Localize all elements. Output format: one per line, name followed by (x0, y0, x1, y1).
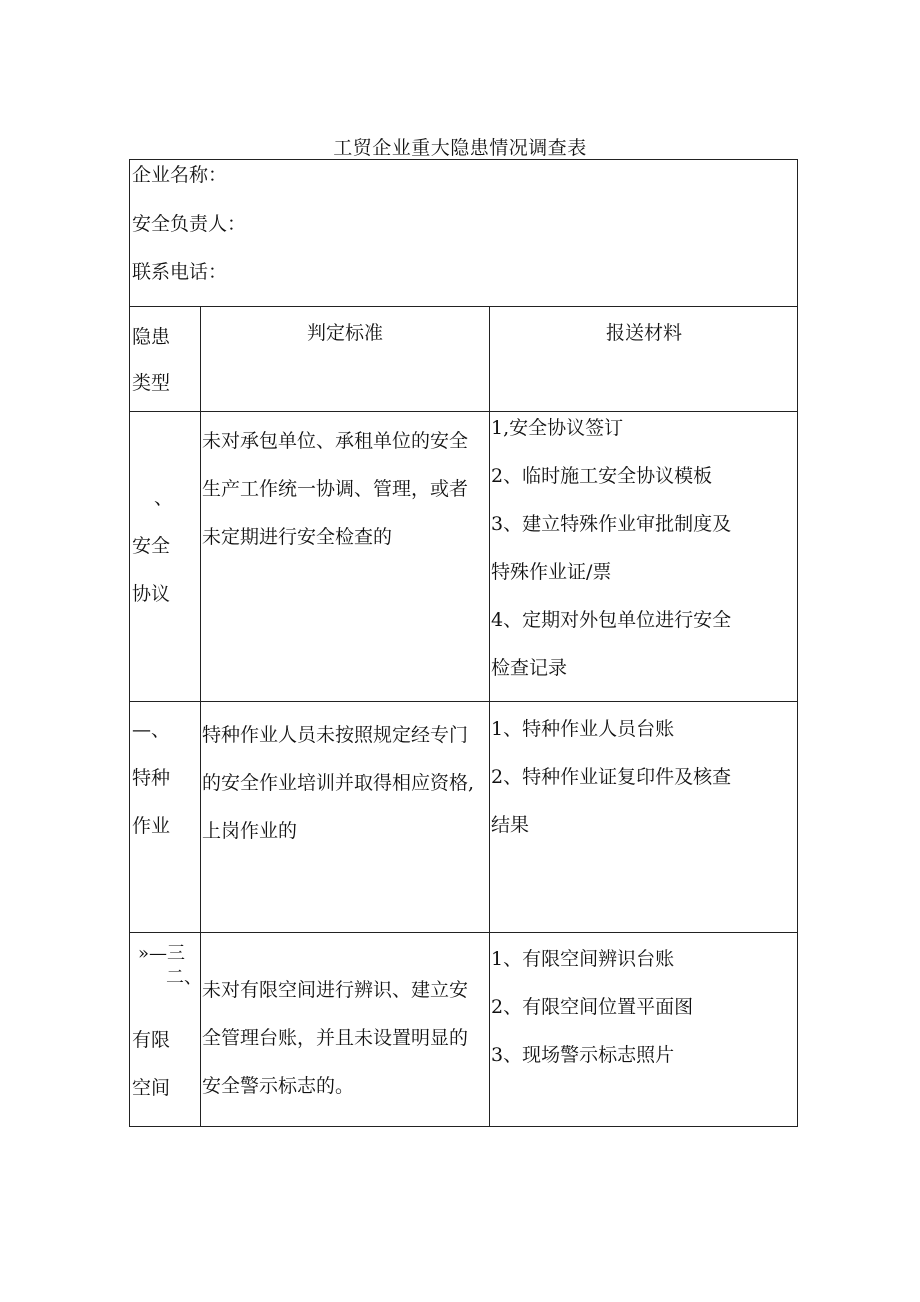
row2-type (132, 706, 170, 850)
row-divider (130, 932, 797, 933)
row2-criteria-line: 的安全作业培训并取得相应资格, (202, 772, 475, 794)
column-divider (200, 306, 201, 1126)
row3-material-item: 1、有限空间辨识台账 (491, 948, 675, 970)
row1-type-line: 协议 (132, 583, 171, 605)
row2-material-item: 结果 (491, 814, 530, 836)
row-divider (130, 701, 797, 702)
row1-type-line: 、 (154, 487, 174, 509)
row1-materials (491, 404, 796, 692)
row-divider (130, 306, 797, 307)
row1-criteria-line: 未对承包单位、承租单位的安全 (202, 430, 469, 452)
row1-type (132, 474, 173, 618)
row3-type-line: 二、 (166, 967, 202, 988)
row2-material-item: 1、特种作业人员台账 (491, 718, 675, 740)
phone-label: 联系电话： (132, 261, 228, 283)
row2-type-line: —、 (132, 719, 171, 741)
row2-criteria-line: 特种作业人员未按照规定经专门 (202, 724, 469, 746)
safety-head-label: 安全负责人： (132, 213, 247, 235)
row2-materials (491, 705, 796, 849)
row3-type-line: 有限 (132, 1029, 171, 1051)
row2-criteria-line: 上岗作业的 (202, 820, 298, 842)
row2-type-line: 特种 (132, 767, 171, 789)
row3-material-item: 2、有限空间位置平面图 (491, 996, 694, 1018)
row3-criteria-line: 全管理台账，并且未设置明显的 (202, 1027, 469, 1049)
row3-material-item: 3、现场警示标志照片 (491, 1044, 675, 1066)
row3-criteria-line: 安全警示标志的。 (202, 1075, 355, 1097)
row2-criteria (202, 711, 492, 855)
row1-criteria-line: 未定期进行安全检查的 (202, 526, 393, 548)
row3-type-line: 空间 (132, 1077, 171, 1099)
row1-criteria-line: 生产工作统一协调、管理，或者 (202, 478, 469, 500)
header-type-line2: 类型 (132, 372, 171, 394)
row3-criteria (202, 966, 492, 1110)
row3-type-line: »—三 (138, 943, 186, 964)
header-criteria: 判定标准 (306, 322, 383, 344)
page-title: 工贸企业重大隐患情况调查表 (333, 137, 587, 159)
row1-criteria (202, 417, 492, 561)
row2-type-line: 作业 (132, 815, 171, 837)
header-type-line1: 隐患 (132, 326, 171, 348)
company-name-label: 企业名称： (132, 164, 228, 186)
row1-material-item: 3、建立特殊作业审批制度及 (491, 513, 732, 535)
row1-type-line: 安全 (132, 535, 171, 557)
row3-materials (491, 935, 796, 1079)
row1-material-item: 2、临时施工安全协议模板 (491, 465, 713, 487)
survey-table (129, 159, 798, 1127)
row2-material-item: 2、特种作业证复印件及核查 (491, 766, 732, 788)
row3-criteria-line: 未对有限空间进行辨识、建立安 (202, 979, 469, 1001)
row1-material-item: 检查记录 (491, 657, 568, 679)
row1-material-item: 4、定期对外包单位进行安全 (491, 609, 732, 631)
row3-type-prefix (138, 942, 202, 990)
row1-material-item: 特殊作业证/票 (491, 561, 612, 583)
row3-type (132, 1016, 170, 1112)
header-materials: 报送材料 (605, 322, 682, 344)
row1-material-item: 1,安全协议签订 (491, 417, 624, 439)
